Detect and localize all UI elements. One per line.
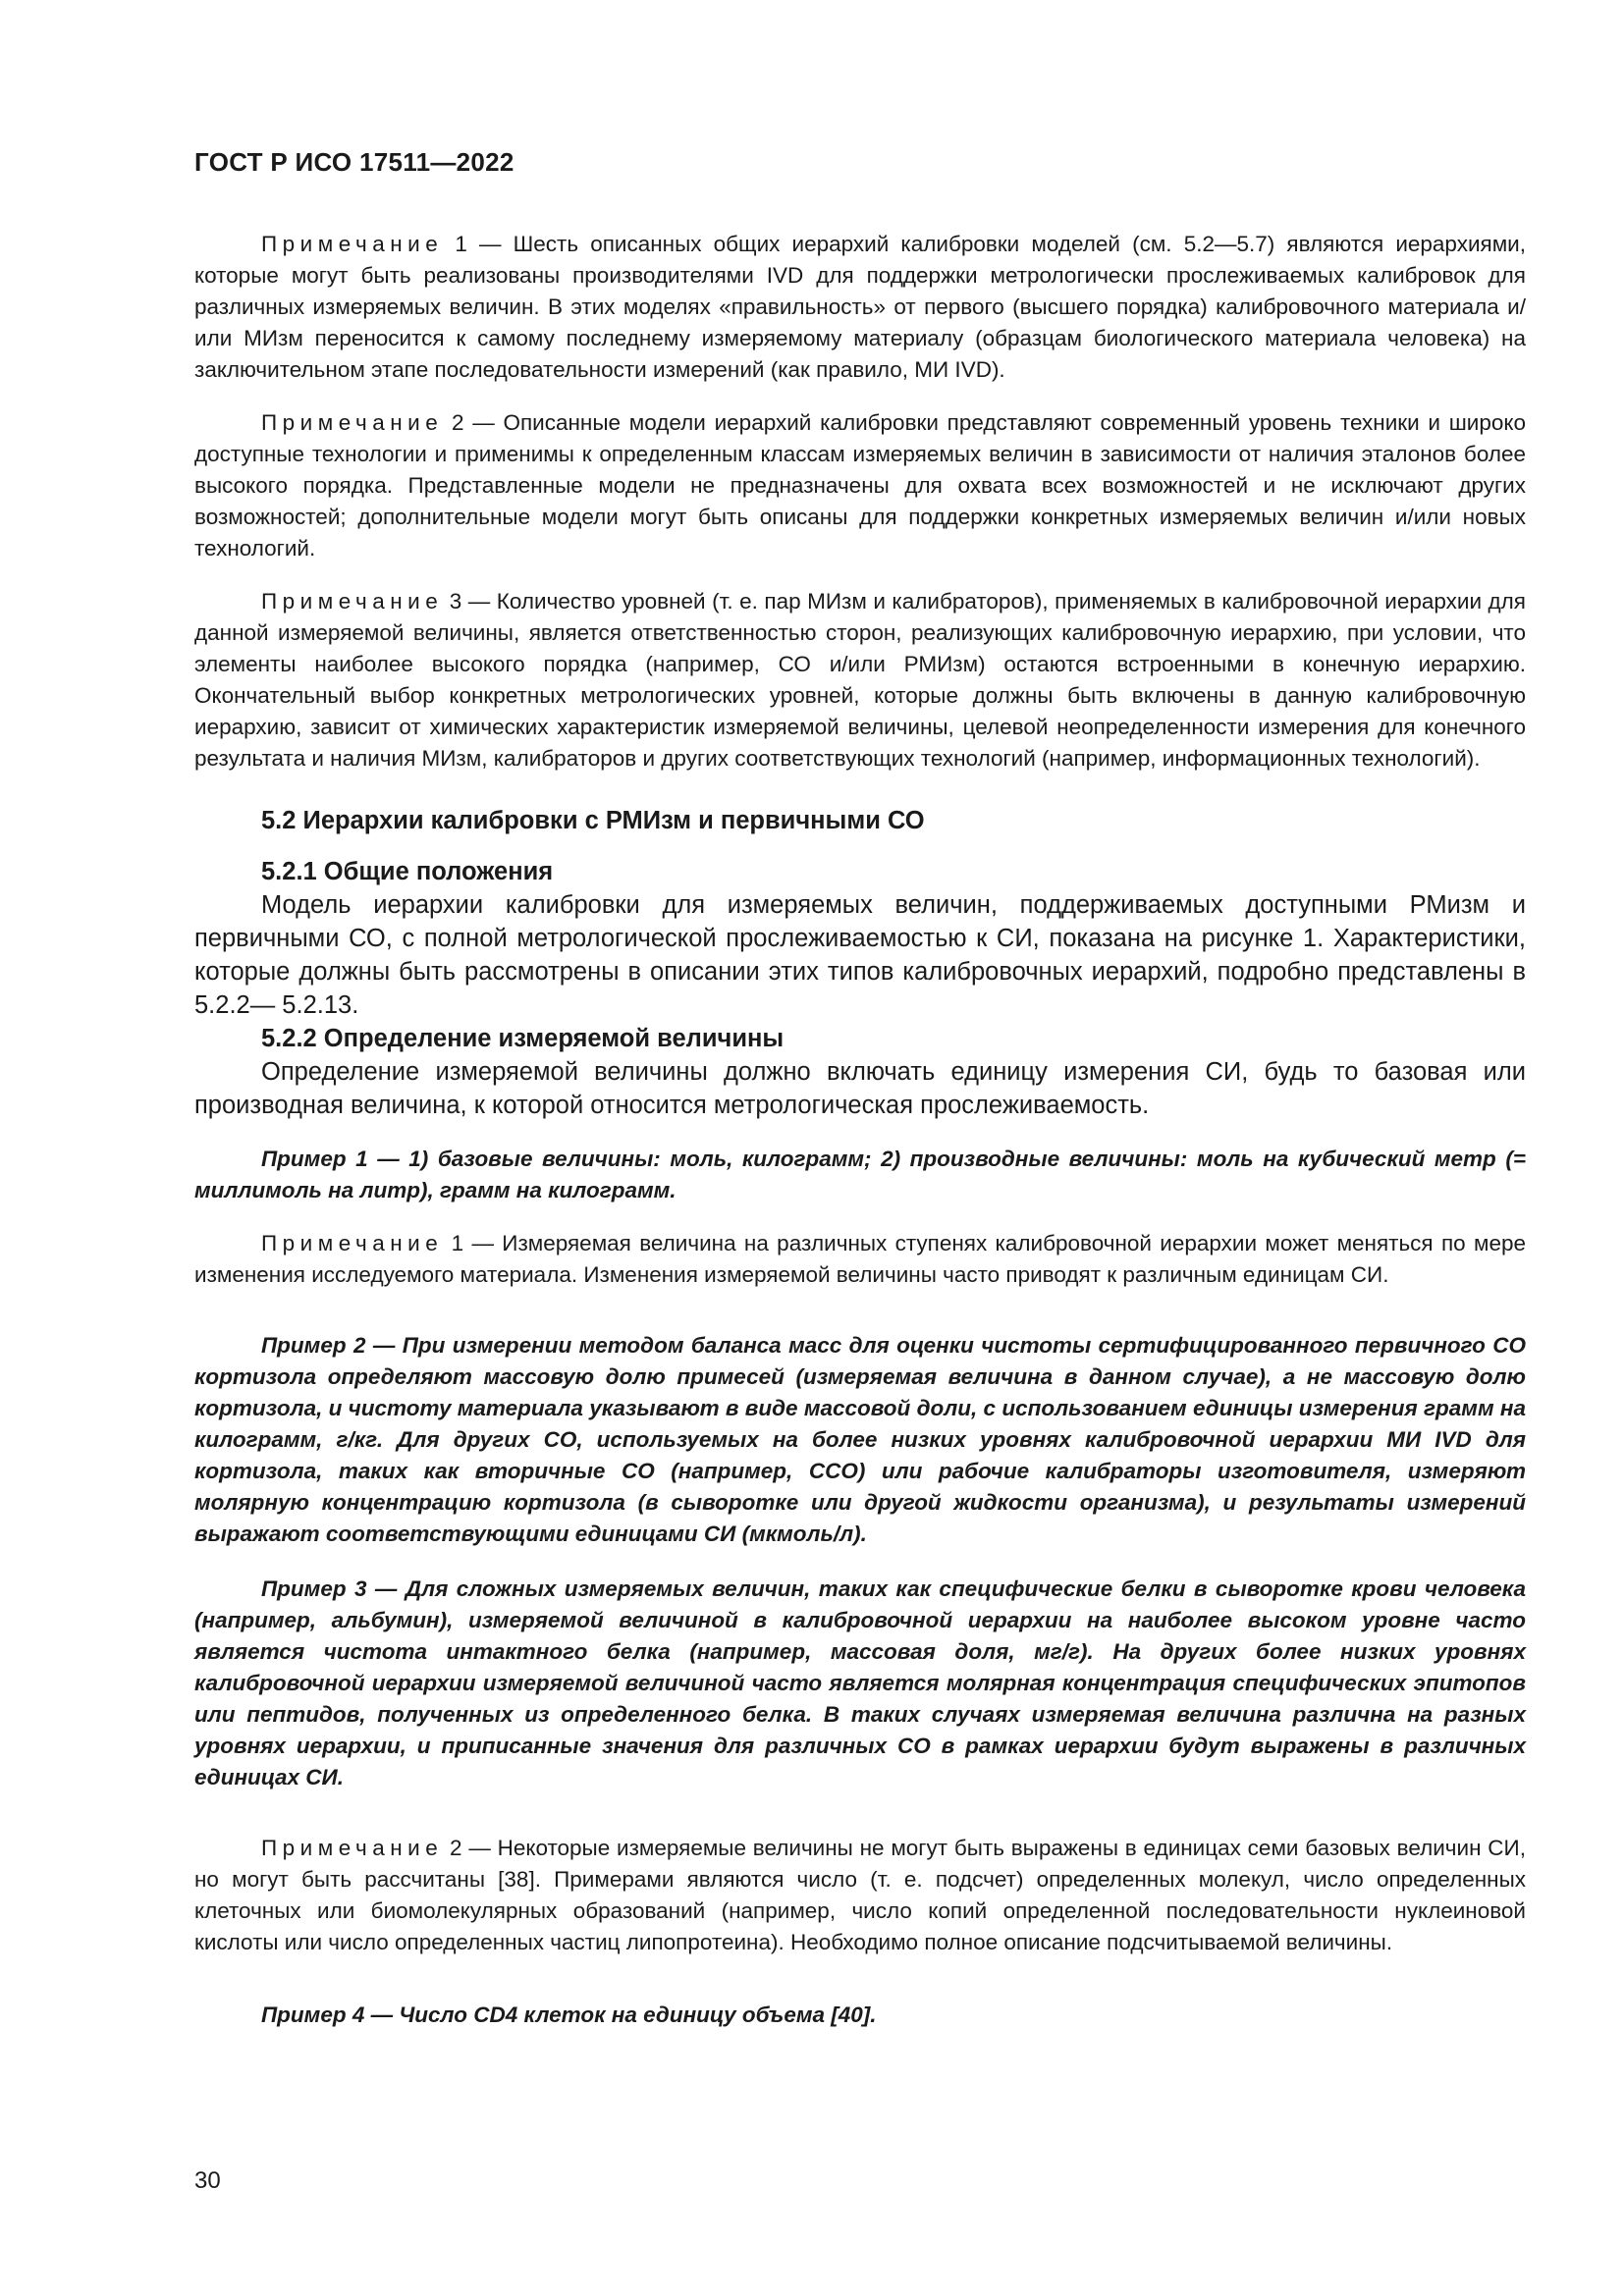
note-number: 2 [450,1836,462,1860]
section-heading-5-2-1: 5.2.1 Общие положения [261,858,554,885]
note-text: — Количество уровней (т. е. пар МИзм и калибраторов), применяемых в калибровочной иерархии для данной измеряемой величины, является ответственностью сторон, реализующих калибровочную иерархию, при условии, что элементы наиболее высокого порядка (например, СО и/или РМИзм) остаются встроенными в конечную иерархию. Окончательный выбор конкретных метрологических уровней, которые должны быть включены в данную калибровочную иерархию, зависит от химических характеристик измеряемой величины, целевой неопределенности измерения для конечного результата и наличия МИзм, калибраторов и других соответствующих технологий (например, информационных технологий). [194,589,1526,771]
note-number: 1 [451,1231,464,1255]
note-text: — Некоторые измеряемые величины не могут быть выражены в единицах семи базовых величин СИ, но могут быть рассчитаны [38]. Примерами являются число (т. е. подсчет) определенных молекул, число определенных клеточных или биомолекулярных образований (например, число копий определенной последовательности нуклеиновой кислоты или число определенных частиц липопротеина). Необходимо полное описание подсчитываемой величины. [194,1836,1526,1954]
note-label: Примечание [261,1836,444,1860]
note-label: Примечание [261,589,444,614]
note-5-2-2-1 [194,1228,1526,1291]
note-label: Примечание [261,410,444,435]
section-heading-5-2-2: 5.2.2 Определение измеряемой величины [261,1025,785,1052]
section-heading-5-2: 5.2 Иерархии калибровки с РМИзм и первичными СО [261,807,925,834]
note-5-2-2-2 [194,1833,1526,1958]
note-text: — Измеряемая величина на различных ступенях калибровочной иерархии может меняться по мере изменения исследуемого материала. Изменения измеряемой величины часто приводят к различным единицам СИ. [194,1231,1526,1287]
example-2: Пример 2 — При измерении методом баланса масс для оценки чистоты сертифицированного первичного СО кортизола определяют массовую долю примесей (измеряемая величина в данном случае), а не массовую долю кортизола, и чистоту материала указывают в виде массовой доли, с использованием единицы измерения грамм на килограмм, г/кг. Для других СО, используемых на более низких уровнях калибровочной иерархии МИ IVD для кортизола, таких как вторичные СО (например, ССО) или рабочие калибраторы изготовителя, измеряют молярную концентрацию кортизола (в сыворотке или другой жидкости организма), и результаты измерений выражают соответствующими единицами СИ (мкмоль/л). [194,1333,1526,1546]
note-label: Примечание [261,1231,444,1255]
note-number: 1 [455,232,467,256]
note-number: 3 [449,589,462,614]
section-5-2-1-text: Модель иерархии калибровки для измеряемых величин, поддерживаемых доступными РМизм и первичными СО, с полной метрологической прослеживаемостью к СИ, показана на рисунке 1. Характеристики, которые должны быть рассмотрены в описании этих типов калибровочных иерархий, подробно представлены в 5.2.2— 5.2.13. [194,891,1526,1019]
note-1 [194,229,1526,386]
example-3: Пример 3 — Для сложных измеряемых величин, таких как специфические белки в сыворотке крови человека (например, альбумин), измеряемой величиной в калибровочной иерархии на наиболее высоком уровне часто является чистота интактного белка (например, массовая доля, мг/г). На других более низких уровнях калибровочной иерархии измеряемой величиной часто является молярная концентрация специфических эпитопов или пептидов, полученных из определенного белка. В таких случаях измеряемая величина различна на разных уровнях иерархии, и приписанные значения для различных СО в рамках иерархии будут выражены в различных единицах СИ. [194,1576,1526,1789]
document-page [194,147,1526,2031]
note-text: — Шесть описанных общих иерархий калибровки моделей (см. 5.2—5.7) являются иерархиями, которые могут быть реализованы производителями IVD для поддержки метрологически прослеживаемых калибровок для различных измеряемых величин. В этих моделях «правильность» от первого (высшего порядка) калибровочного материала и/или МИзм переносится к самому последнему измеряемому материалу (образцам биологического материала человека) на заключительном этапе последовательности измерений (как правило, МИ IVD). [194,232,1526,382]
section-5-2-2-text: Определение измеряемой величины должно включать единицу измерения СИ, будь то базовая или производная величина, к которой относится метрологическая прослеживаемость. [194,1058,1526,1119]
document-header: ГОСТ Р ИСО 17511—2022 [194,147,514,177]
note-label: Примечание [261,232,444,256]
note-2 [194,407,1526,564]
note-text: — Описанные модели иерархий калибровки представляют современный уровень техники и широко доступные технологии и применимы к определенным классам измеряемых величин в зависимости от наличия эталонов более высокого порядка. Представленные модели не предназначены для охвата всех возможностей и не исключают других возможностей; дополнительные модели могут быть описаны для поддержки конкретных измеряемых величин и/или новых технологий. [194,410,1526,561]
page-number: 30 [194,2167,221,2194]
note-number: 2 [451,410,464,435]
example-4: Пример 4 — Число CD4 клеток на единицу объема [40]. [261,2002,877,2027]
example-1: Пример 1 — 1) базовые величины: моль, килограмм; 2) производные величины: моль на кубический метр (= миллимоль на литр), грамм на килограмм. [194,1147,1526,1202]
note-3 [194,586,1526,774]
